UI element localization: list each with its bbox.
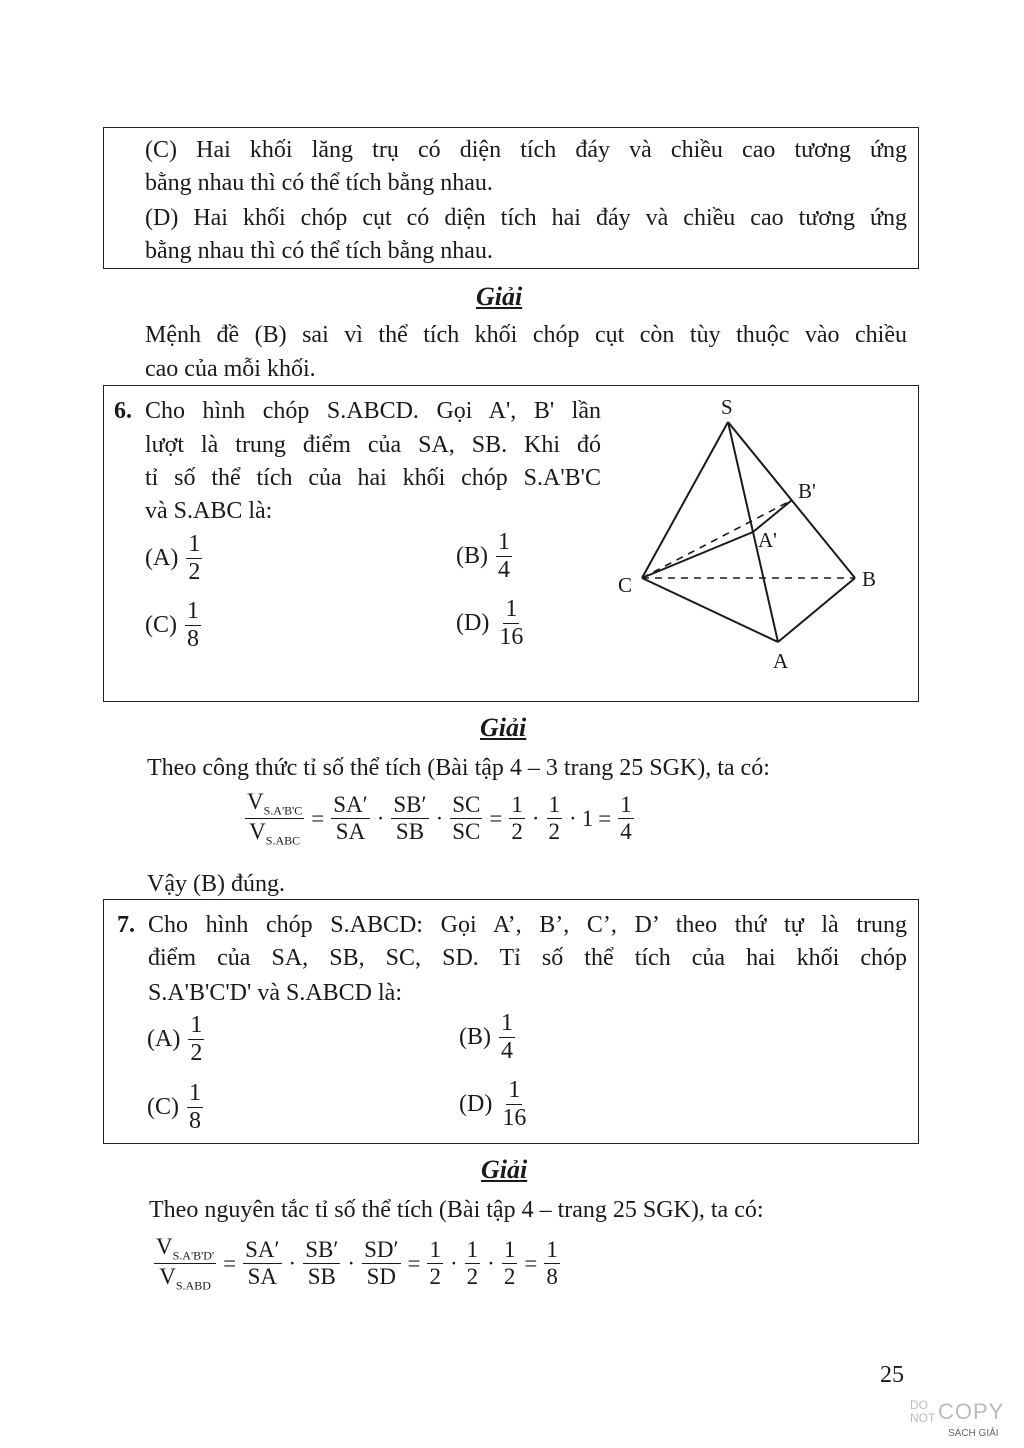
watermark-not: NOT xyxy=(910,1411,936,1425)
fraction: $\frac{1}{4}$ xyxy=(501,1010,513,1065)
question-7-option-a: (A) $\frac{1}{2}$ xyxy=(147,1012,203,1067)
label-s: S xyxy=(721,395,733,419)
question-7-line-2: điểm của SA, SB, SC, SD. Tỉ số thể tích của hai khối chóp xyxy=(148,945,907,971)
solution-6-conclusion: Vậy (B) đúng. xyxy=(147,871,285,897)
page-number: 25 xyxy=(880,1362,904,1388)
option-d-line-2: bằng nhau thì có thể tích bằng nhau. xyxy=(145,238,493,264)
watermark-copy: COPY xyxy=(938,1399,1005,1424)
question-7-option-d: (D) $\frac{1}{16}$ xyxy=(459,1077,527,1132)
question-7-line-1: Cho hình chóp S.ABCD: Gọi A’, B’, C’, D’ theo thứ tự là trung xyxy=(148,912,907,938)
fraction: $\frac{1}{2}$ xyxy=(190,1012,203,1067)
option-c-line-2: bằng nhau thì có thể tích bằng nhau. xyxy=(145,170,493,196)
question-6-option-a: (A) $\frac{1}{2}$ xyxy=(145,531,201,586)
fraction: $\frac{1}{16}$ xyxy=(499,596,524,651)
fraction: $\frac{1}{4}$ xyxy=(498,529,510,584)
question-6-option-c: (C) $\frac{1}{8}$ xyxy=(145,598,199,653)
question-6-number: 6. xyxy=(114,398,132,424)
question-7-option-c: (C) $\frac{1}{8}$ xyxy=(147,1080,201,1135)
watermark-brand: SÁCH GIẢI xyxy=(948,1428,999,1439)
question-7-number: 7. xyxy=(117,912,135,938)
fraction: $\frac{1}{2}$ xyxy=(188,531,201,586)
solution-6-equation: $\frac{V_{S.A'B'C}}{V_{S.ABC}}$ = $\frac{SA'}{SA}$ · $\frac{SB'}{SB}$ · $\frac{SC}{SC}$ = $\frac{1}{2}$ · $\frac{1}{2}$ · 1 = $\frac{1}{4}$ xyxy=(247,789,632,848)
edge-ab xyxy=(778,578,855,642)
edge-sc xyxy=(642,422,728,578)
solution-5-heading: Giải xyxy=(476,282,523,311)
question-6-line-3: tỉ số thể tích của hai khối chóp S.A'B'C xyxy=(145,465,601,491)
question-6-line-4: và S.ABC là: xyxy=(145,498,273,524)
label-a: A xyxy=(773,649,789,673)
solution-7-intro: Theo nguyên tắc tỉ số thể tích (Bài tập 4 – trang 25 SGK), ta có: xyxy=(149,1197,764,1223)
label-c: C xyxy=(618,573,633,597)
solution-6-heading: Giải xyxy=(480,713,527,742)
volume-ratio: $\frac{V_{S.A'B'D'}}{V_{S.ABD}}$ xyxy=(156,1234,215,1293)
option-d-line-1: (D) Hai khối chóp cụt có diện tích hai đáy và chiều cao tương ứng xyxy=(145,205,907,231)
fraction: $\frac{1}{16}$ xyxy=(502,1077,527,1132)
label-a-prime: A' xyxy=(758,528,777,552)
question-6-option-b: (B) $\frac{1}{4}$ xyxy=(456,529,510,584)
pyramid-figure xyxy=(600,390,900,680)
question-6-line-2: lượt là trung điểm của SA, SB. Khi đó xyxy=(145,432,601,458)
edge-ca1 xyxy=(642,532,753,578)
fraction: $\frac{1}{8}$ xyxy=(187,598,199,653)
watermark-logo xyxy=(908,1398,1012,1444)
option-c-line-1: (C) Hai khối lăng trụ có diện tích đáy và chiều cao tương ứng xyxy=(145,137,907,163)
solution-5-line-1: Mệnh đề (B) sai vì thể tích khối chóp cụt còn tùy thuộc vào chiều xyxy=(145,322,907,348)
question-7-line-3: S.A'B'C'D' và S.ABCD là: xyxy=(148,980,402,1006)
watermark-do: DO xyxy=(910,1398,928,1412)
edge-ca xyxy=(642,578,778,642)
solution-5-line-2: cao của mỗi khối. xyxy=(145,356,316,382)
question-6-option-d: (D) $\frac{1}{16}$ xyxy=(456,596,524,651)
label-b: B xyxy=(862,567,877,591)
solution-7-heading: Giải xyxy=(481,1155,528,1184)
question-7-option-b: (B) $\frac{1}{4}$ xyxy=(459,1010,513,1065)
fraction: $\frac{1}{8}$ xyxy=(189,1080,201,1135)
question-6-line-1: Cho hình chóp S.ABCD. Gọi A', B' lần xyxy=(145,398,601,424)
solution-6-intro: Theo công thức tỉ số thể tích (Bài tập 4 – 3 trang 25 SGK), ta có: xyxy=(147,755,770,781)
label-b-prime: B' xyxy=(798,479,816,503)
solution-7-equation: $\frac{V_{S.A'B'D'}}{V_{S.ABD}}$ = $\frac{SA'}{SA}$ · $\frac{SB'}{SB}$ · $\frac{SD'}{SD}$ = $\frac{1}{2}$ · $\frac{1}{2}$ · $\frac{1}{2}$ = $\frac{1}{8}$ xyxy=(156,1234,558,1293)
volume-ratio: $\frac{V_{S.A'B'C}}{V_{S.ABC}}$ xyxy=(247,789,303,848)
